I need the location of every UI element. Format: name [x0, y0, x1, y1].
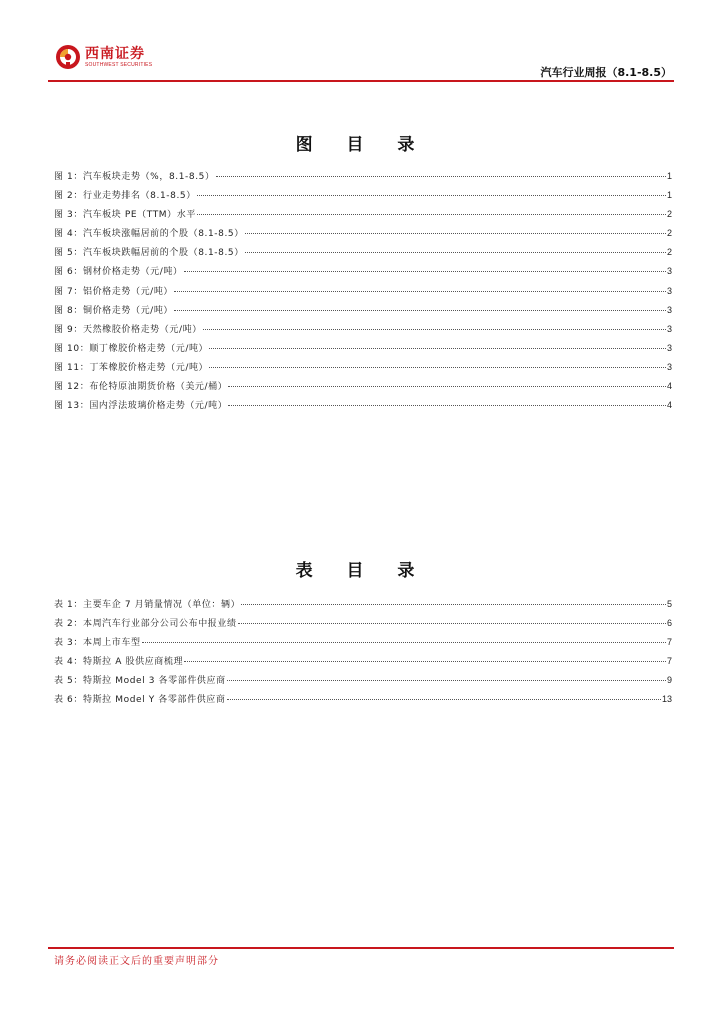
toc-dot-leader: [209, 367, 666, 368]
toc-entry-label: 图 6：钢材价格走势（元/吨）: [54, 267, 183, 278]
toc-entry[interactable]: [54, 341, 672, 360]
toc-entry-label: 图 3：汽车板块 PE（TTM）水平: [54, 210, 196, 221]
toc-entry-page: 1: [666, 190, 672, 201]
toc-entry[interactable]: [54, 379, 672, 398]
toc-entry[interactable]: [54, 597, 672, 616]
tables-toc-heading: 表 目 录: [295, 561, 429, 581]
toc-entry-label: 图 10：顺丁橡胶价格走势（元/吨）: [54, 343, 209, 354]
toc-entry[interactable]: [54, 207, 672, 226]
toc-dot-leader: [174, 291, 666, 292]
toc-entry-label: 表 5：特斯拉 Model 3 各零部件供应商: [54, 676, 226, 687]
toc-entry-label: 图 8：铜价格走势（元/吨）: [54, 305, 174, 316]
toc-entry-page: 3: [666, 323, 672, 334]
southwest-securities-logo-icon: [55, 44, 81, 70]
footer-disclaimer: 请务必阅读正文后的重要声明部分: [54, 956, 219, 967]
toc-entry-label: 图 9：天然橡胶价格走势（元/吨）: [54, 324, 202, 335]
toc-dot-leader: [238, 623, 666, 624]
tables-toc-list: [54, 597, 672, 712]
footer-divider: [48, 947, 674, 949]
toc-entry-page: 4: [666, 381, 672, 392]
figures-toc-list: [54, 169, 672, 417]
toc-entry-page: 6: [666, 618, 672, 629]
toc-entry-label: 图 2：行业走势排名（8.1-8.5）: [54, 191, 196, 202]
toc-entry-page: 3: [666, 304, 672, 315]
toc-entry[interactable]: [54, 284, 672, 303]
toc-entry-label: 表 2：本周汽车行业部分公司公布中报业绩: [54, 619, 237, 630]
toc-entry[interactable]: [54, 398, 672, 417]
toc-entry-label: 图 7：铝价格走势（元/吨）: [54, 286, 174, 297]
toc-dot-leader: [241, 604, 666, 605]
toc-dot-leader: [228, 386, 666, 387]
toc-dot-leader: [245, 252, 666, 253]
toc-dot-leader: [227, 680, 666, 681]
toc-entry-page: 2: [666, 247, 672, 258]
logo-english-name: SOUTHWEST SECURITIES: [85, 61, 153, 68]
toc-entry-label: 图 1：汽车板块走势（%，8.1-8.5）: [54, 172, 215, 182]
toc-dot-leader: [197, 214, 666, 215]
toc-dot-leader: [227, 699, 661, 700]
toc-dot-leader: [142, 642, 666, 643]
header-divider: [48, 80, 674, 82]
toc-entry[interactable]: [54, 635, 672, 654]
logo-chinese-name: 西南证券: [85, 45, 145, 62]
toc-dot-leader: [203, 329, 666, 330]
company-logo: [55, 44, 152, 70]
toc-entry[interactable]: [54, 673, 672, 692]
toc-entry[interactable]: [54, 322, 672, 341]
toc-dot-leader: [216, 176, 666, 177]
toc-entry-page: 4: [666, 400, 672, 411]
toc-entry-label: 表 1：主要车企 7 月销量情况（单位：辆）: [54, 600, 241, 610]
toc-entry-label: 表 6：特斯拉 Model Y 各零部件供应商: [54, 695, 226, 706]
toc-entry[interactable]: [54, 245, 672, 264]
toc-dot-leader: [209, 348, 666, 349]
toc-dot-leader: [228, 405, 666, 406]
toc-dot-leader: [197, 195, 666, 196]
toc-dot-leader: [245, 233, 666, 234]
toc-entry-label: 表 4：特斯拉 A 股供应商梳理: [54, 657, 184, 668]
toc-entry-page: 5: [666, 599, 672, 609]
figures-toc-heading: 图 目 录: [295, 135, 429, 155]
toc-entry[interactable]: [54, 616, 672, 635]
toc-entry-label: 图 13：国内浮法玻璃价格走势（元/吨）: [54, 401, 228, 412]
toc-dot-leader: [184, 271, 666, 272]
toc-entry-label: 图 12：布伦特原油期货价格（美元/桶）: [54, 382, 228, 393]
toc-entry[interactable]: [54, 264, 672, 283]
report-title: 汽车行业周报（8.1-8.5）: [540, 66, 672, 79]
toc-entry-page: 3: [666, 285, 672, 296]
toc-entry-page: 2: [666, 228, 672, 239]
toc-entry-page: 13: [661, 694, 672, 705]
toc-entry-label: 图 5：汽车板块跌幅居前的个股（8.1-8.5）: [54, 248, 244, 259]
toc-entry-page: 9: [666, 675, 672, 686]
toc-entry-page: 1: [666, 171, 672, 181]
toc-entry-page: 3: [666, 266, 672, 277]
toc-entry[interactable]: [54, 188, 672, 207]
toc-entry-label: 图 4：汽车板块涨幅居前的个股（8.1-8.5）: [54, 229, 244, 240]
toc-dot-leader: [184, 661, 666, 662]
toc-entry[interactable]: [54, 692, 672, 711]
toc-entry[interactable]: [54, 169, 672, 188]
toc-entry[interactable]: [54, 360, 672, 379]
page-header: [0, 0, 724, 82]
toc-entry[interactable]: [54, 654, 672, 673]
toc-entry-label: 图 11：丁苯橡胶价格走势（元/吨）: [54, 362, 209, 373]
toc-entry-page: 3: [666, 342, 672, 353]
toc-dot-leader: [174, 310, 666, 311]
toc-entry[interactable]: [54, 226, 672, 245]
toc-entry-label: 表 3：本周上市车型: [54, 638, 141, 649]
toc-entry-page: 3: [666, 361, 672, 372]
toc-entry-page: 2: [666, 209, 672, 220]
toc-entry-page: 7: [666, 656, 672, 667]
toc-entry[interactable]: [54, 303, 672, 322]
toc-entry-page: 7: [666, 637, 672, 648]
